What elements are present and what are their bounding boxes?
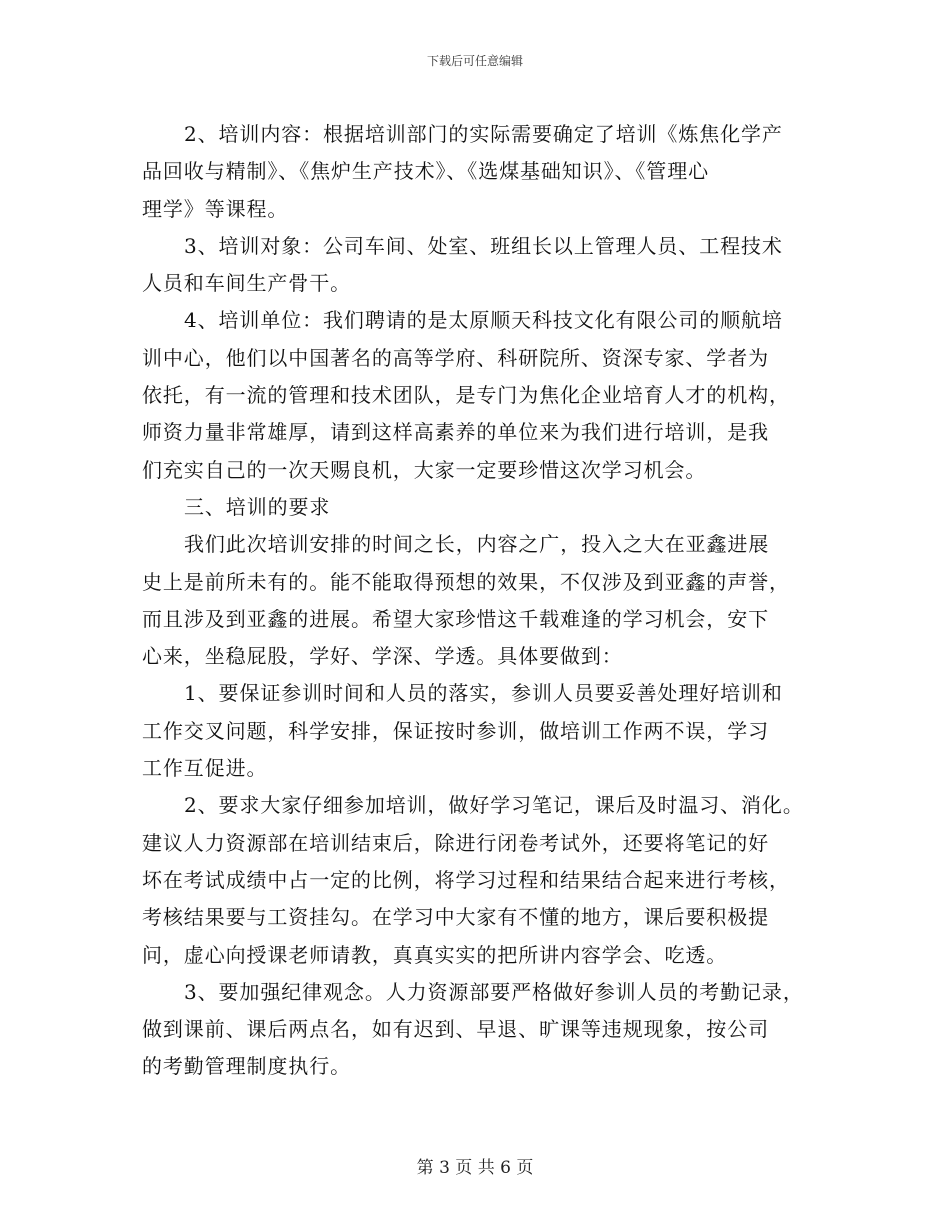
text-line: 依托，有一流的管理和技术团队，是专门为焦化企业培育人才的机构， <box>142 383 790 408</box>
text-line: 训中心，他们以中国著名的高等学府、科研院所、资深专家、学者为 <box>142 345 769 370</box>
text-line: 2、培训内容：根据培训部门的实际需要确定了培训《炼焦化学产 <box>184 122 783 146</box>
text-line: 师资力量非常雄厚，请到这样高素养的单位来为我们进行培训，是我 <box>142 420 769 445</box>
document-body <box>142 116 822 1086</box>
text-line: 我们此次培训安排的时间之长，内容之广，投入之大在亚鑫进展 <box>184 532 770 557</box>
text-line: 们充实自己的一次天赐良机，大家一定要珍惜这次学习机会。 <box>142 457 707 482</box>
text-line: 史上是前所未有的。能不能取得预想的效果，不仅涉及到亚鑫的声誉， <box>142 569 790 594</box>
text-line: 而且涉及到亚鑫的进展。希望大家珍惜这千载难逢的学习机会，安下 <box>142 606 769 631</box>
text-line: 工作互促进。 <box>142 756 268 781</box>
text-line: 建议人力资源部在培训结束后，除进行闭卷考试外，还要将笔记的好 <box>142 830 769 855</box>
text-line: 坏在考试成绩中占一定的比例，将学习过程和结果结合起来进行考核， <box>142 867 790 892</box>
page-footer: 第 3 页 共 6 页 <box>416 1158 534 1178</box>
page-header: 下载后可任意编辑 <box>426 54 523 68</box>
text-line: 考核结果要与工资挂勾。在学习中大家有不懂的地方，课后要积极提 <box>142 905 769 930</box>
text-line: 心来，坐稳屁股，学好、学深、学透。具体要做到： <box>142 644 623 669</box>
text-line: 2、要求大家仔细参加培训，做好学习笔记，课后及时温习、消化。 <box>184 793 804 818</box>
text-line: 4、培训单位：我们聘请的是太原顺天科技文化有限公司的顺航培 <box>184 308 783 333</box>
text-line: 理学》等课程。 <box>142 196 289 221</box>
section-heading: 三、培训的要求 <box>184 494 331 519</box>
text-line: 的考勤管理制度执行。 <box>142 1054 351 1079</box>
text-line: 品回收与精制》、《焦炉生产技术》、《选煤基础知识》、《管理心 <box>142 159 709 184</box>
text-line: 人员和车间生产骨干。 <box>142 271 351 296</box>
text-line: 问，虚心向授课老师请教，真真实实的把所讲内容学会、吃透。 <box>142 942 728 967</box>
text-line: 工作交叉问题，科学安排，保证按时参训，做培训工作两不误，学习 <box>142 718 769 743</box>
text-line: 做到课前、课后两点名，如有迟到、早退、旷课等违规现象，按公司 <box>142 1017 769 1042</box>
text-line: 3、培训对象：公司车间、处室、班组长以上管理人员、工程技术 <box>184 233 783 258</box>
text-line: 1、要保证参训时间和人员的落实，参训人员要妥善处理好培训和 <box>184 681 783 706</box>
text-line: 3、要加强纪律观念。人力资源部要严格做好参训人员的考勤记录， <box>184 979 804 1004</box>
